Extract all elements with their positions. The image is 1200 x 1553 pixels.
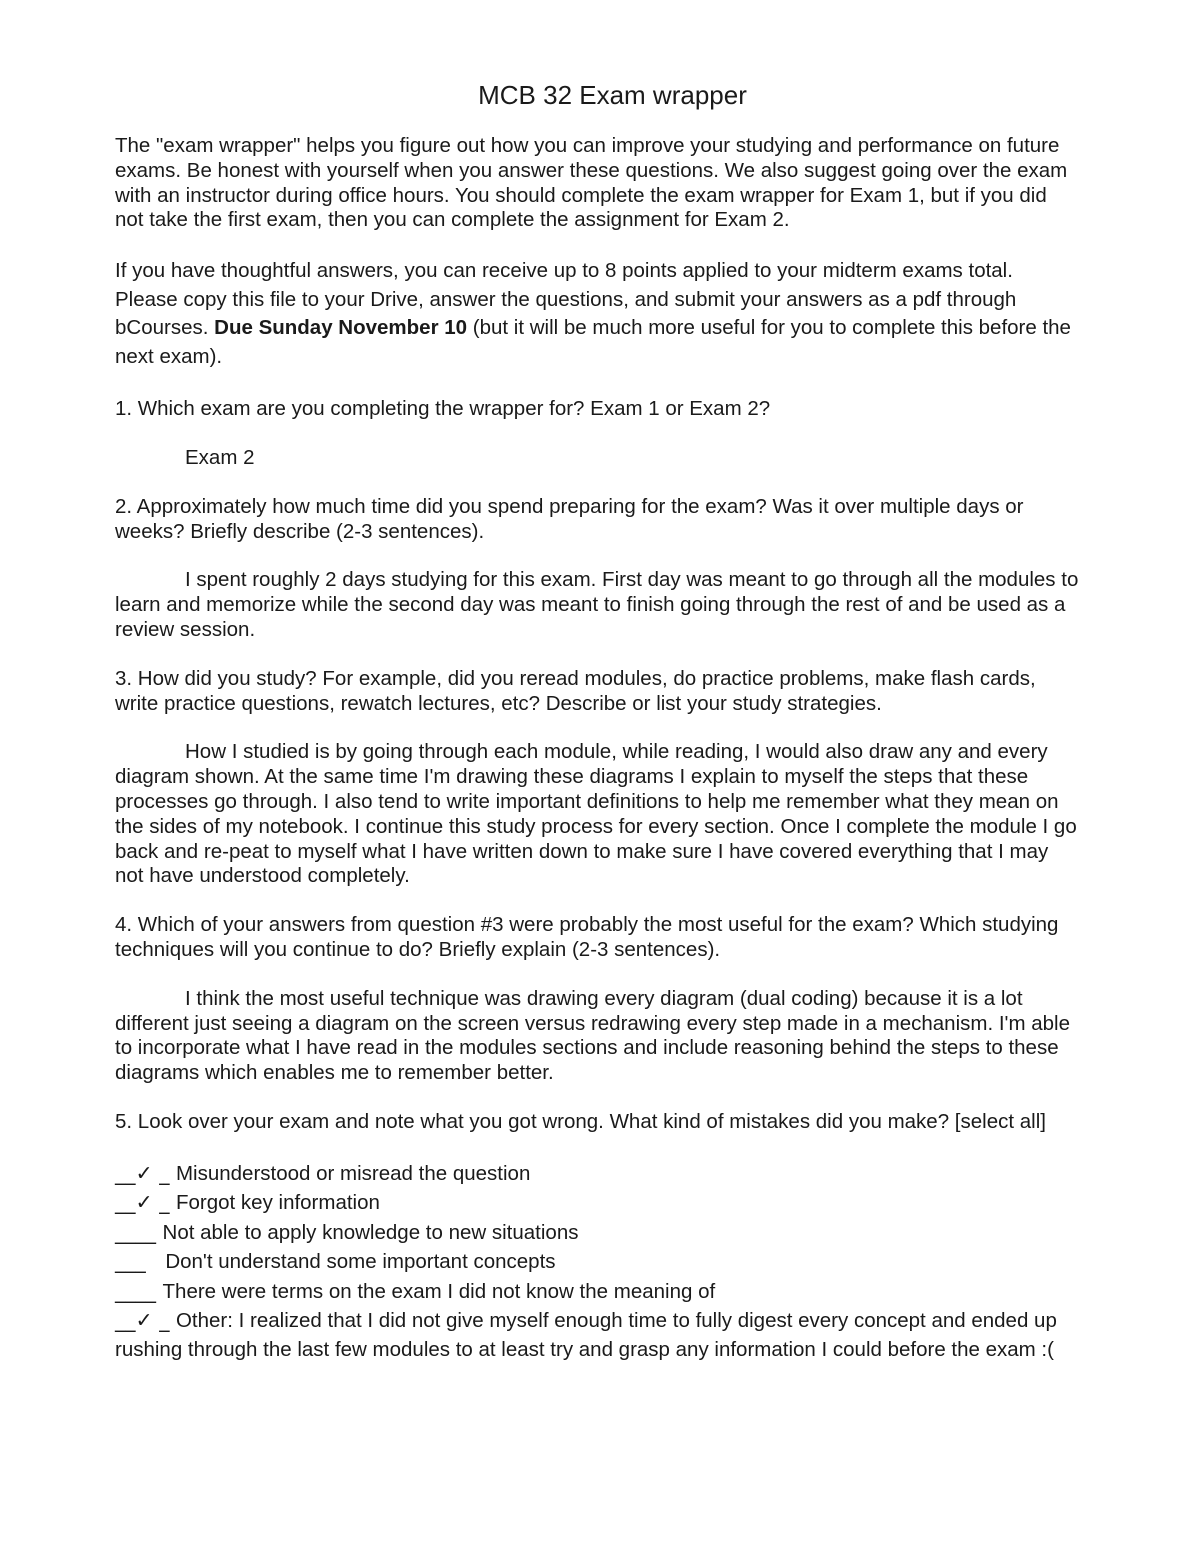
checklist-item: [115, 1159, 1080, 1189]
checklist-text: Forgot key information: [175, 1191, 380, 1215]
checklist-mark: __✓ _: [115, 1160, 176, 1185]
answer-4: I think the most useful technique was drawing every diagram (dual coding) because it is a lot different just seeing a diagram on the screen versus redrawing every step made in a mechanism. I'm able to incorporate what I have read in the modules sections and include reasoning behind the steps to these diagrams which enables me to remember better.: [115, 986, 1070, 1085]
mistake-checklist: [115, 1159, 1080, 1365]
checklist-text: Not able to apply knowledge to new situations: [162, 1220, 579, 1244]
checklist-text: Other: I realized that I did not give myself enough time to fully digest every concept and ended up rushing through the last few modules to at least try and grasp any information I could before the exam :(: [115, 1309, 1057, 1361]
intro-paragraph-2-text: If you have thoughtful answers, you can receive up to 8 points applied to your midterm exams total. Please copy this file to your Drive, answer the questions, and submit your answers as a pdf through bCourses.: [115, 259, 1017, 340]
checklist-item: [115, 1188, 1080, 1218]
answer-3: How I studied is by going through each module, while reading, I would also draw any and every diagram shown. At the same time I'm drawing these diagrams I explain to myself the steps that these processes go through. I also tend to write important definitions to help me remember what they mean on the sides of my notebook. I continue this study process for every section. Once I complete the module I go back and re-peat to myself what I have written down to make sure I have covered everything that I may not have understood completely.: [115, 740, 1077, 888]
checklist-mark: __✓ _: [115, 1308, 176, 1333]
intro-paragraph-2: [115, 257, 1080, 371]
checklist-mark: ____: [115, 1219, 163, 1244]
question-4: 4. Which of your answers from question #3 were probably the most useful for the exam? Which studying techniques will you continue to do? Briefly explain (2-3 sentences).: [115, 913, 1059, 961]
checklist-mark: __✓ _: [115, 1190, 176, 1215]
checklist-item: [115, 1306, 1080, 1364]
checklist-text: Misunderstood or misread the question: [175, 1161, 531, 1185]
checklist-item: [115, 1277, 1080, 1307]
intro-paragraph-2-tail: (but it will be much more useful for you to complete this before the next exam).: [115, 316, 1071, 368]
question-5: 5. Look over your exam and note what you got wrong. What kind of mistakes did you make? [select all]: [115, 1109, 1046, 1133]
intro-paragraph-1: The "exam wrapper" helps you figure out how you can improve your studying and performance on future exams. Be honest with yourself when you answer these questions. We also suggest going over the exam with an instructor during office hours. You should complete the exam wrapper for Exam 1, but if you did not take the first exam, then you can complete the assignment for Exam 2.: [115, 134, 1068, 232]
document-title: MCB 32 Exam wrapper: [478, 80, 747, 110]
checklist-text: Don't understand some important concepts: [165, 1250, 556, 1274]
answer-1: Exam 2: [185, 445, 255, 469]
question-2: 2. Approximately how much time did you spend preparing for the exam? Was it over multiple days or weeks? Briefly describe (2-3 sentences).: [115, 494, 1024, 543]
checklist-item: [115, 1218, 1080, 1248]
question-1: 1. Which exam are you completing the wrapper for? Exam 1 or Exam 2?: [115, 397, 771, 421]
question-3: 3. How did you study? For example, did you reread modules, do practice problems, make flash cards, write practice questions, rewatch lectures, etc? Describe or list your study strategies.: [115, 666, 1036, 715]
checklist-text: There were terms on the exam I did not know the meaning of: [162, 1279, 716, 1303]
due-date: Due Sunday November 10: [214, 316, 468, 340]
checklist-mark: ___: [115, 1249, 166, 1274]
answer-2: I spent roughly 2 days studying for this exam. First day was meant to go through all the modules to learn and memorize while the second day was meant to finish going through the rest of and be used as a review session.: [115, 568, 1079, 641]
checklist-item: [115, 1247, 1080, 1277]
checklist-mark: ____: [115, 1278, 163, 1303]
